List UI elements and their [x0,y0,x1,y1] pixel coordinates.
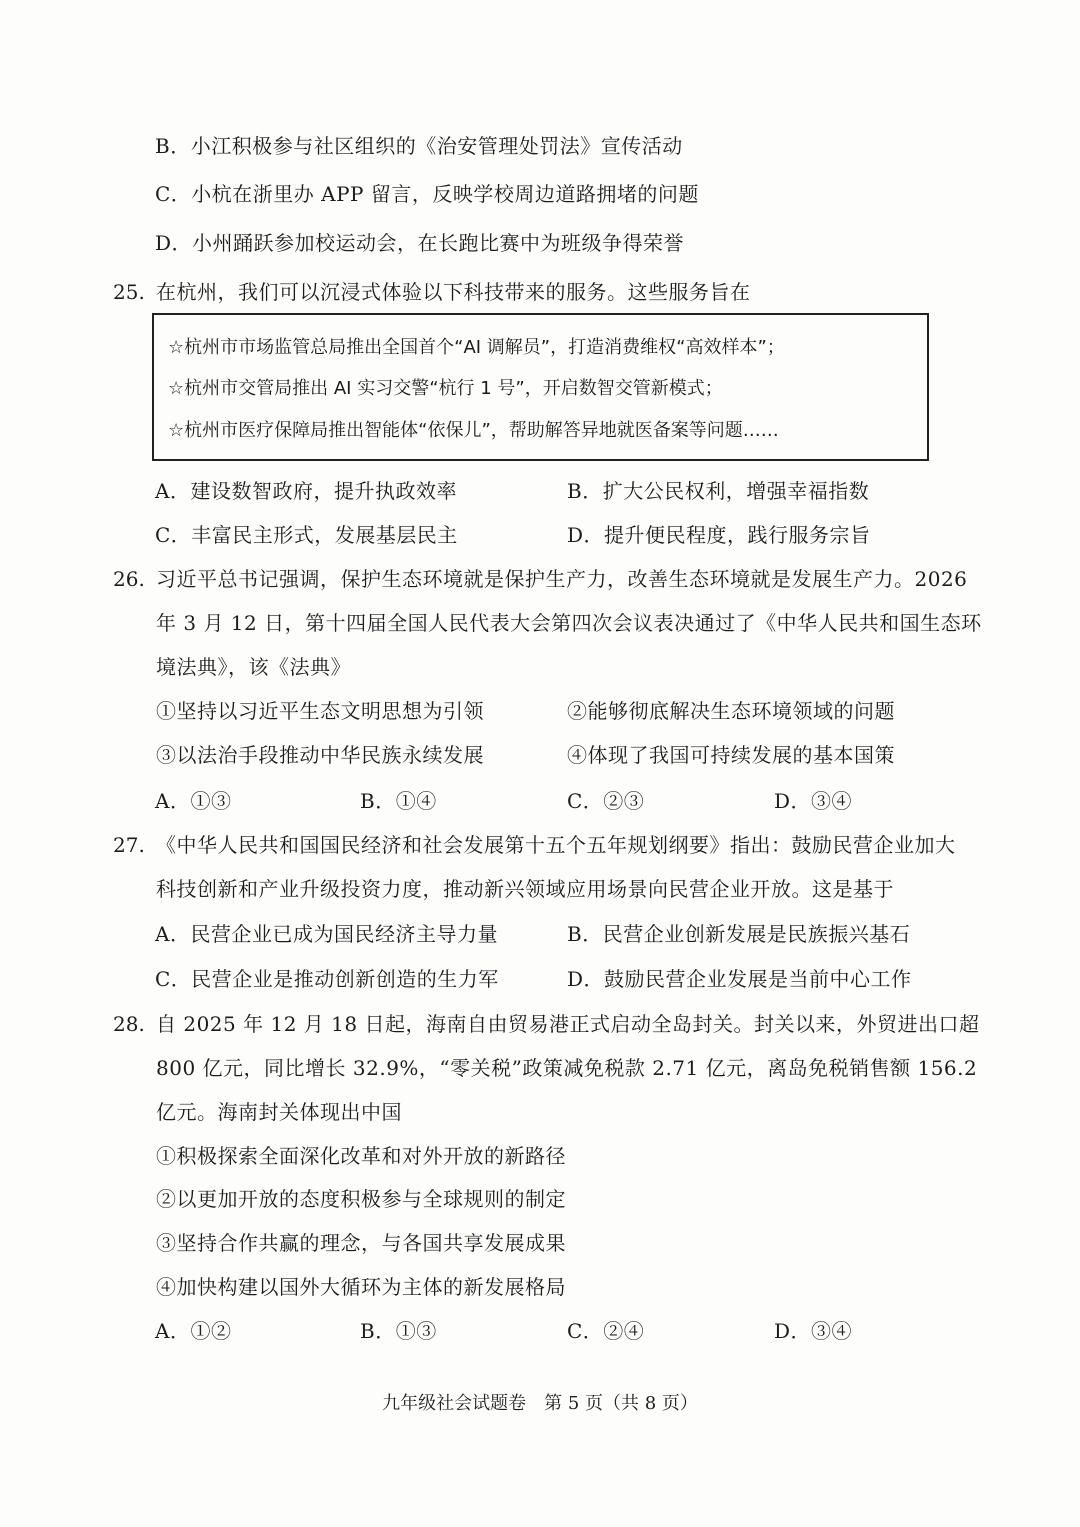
q26-number: 26. [113,567,145,591]
q26-stem-line-1: 习近平总书记强调，保护生态环境就是保护生产力，改善生态环境就是发展生产力。2026 [156,567,968,591]
q26-option-a: A．①③ [155,789,232,813]
q28-statement-4: ④加快构建以国外大循环为主体的新发展格局 [156,1275,566,1299]
q28-statement-3: ③坚持合作共赢的理念，与各国共享发展成果 [156,1231,566,1255]
q24-option-b: B．小江积极参与社区组织的《治安管理处罚法》宣传活动 [155,134,683,158]
q26-stem-line-3: 境法典》，该《法典》 [156,655,351,679]
q25-option-c: C．丰富民主形式，发展基层民主 [155,523,458,547]
q27-option-c: C．民营企业是推动创新创造的生力军 [155,967,499,991]
q26-statement-2: ②能够彻底解决生态环境领域的问题 [567,699,895,723]
q28-number: 28. [113,1012,145,1036]
q27-stem-line-1: 《中华人民共和国国民经济和社会发展第十五个五年规划纲要》指出：鼓励民营企业加大 [156,833,956,857]
q28-option-b: B．①③ [360,1319,437,1343]
q25-material-box [152,313,929,461]
q27-option-a: A．民营企业已成为国民经济主导力量 [155,922,498,946]
q27-option-d: D．鼓励民营企业发展是当前中心工作 [567,967,912,991]
q24-option-d: D．小州踊跃参加校运动会，在长跑比赛中为班级争得荣誉 [155,231,685,255]
q28-option-a: A．①② [155,1319,232,1343]
q26-stem-line-2: 年 3 月 12 日，第十四届全国人民代表大会第四次会议表决通过了《中华人民共和国生态环 [156,611,982,635]
q25-option-b: B．扩大公民权利，增强幸福指数 [567,479,870,503]
q25-option-d: D．提升便民程度，践行服务宗旨 [567,523,871,547]
q26-statement-3: ③以法治手段推动中华民族永续发展 [156,743,484,767]
q28-option-c: C．②④ [567,1319,645,1343]
q27-stem-line-2: 科技创新和产业升级投资力度，推动新兴领域应用场景向民营企业开放。这是基于 [156,877,894,901]
q25-material-line-1: ☆杭州市市场监管总局推出全国首个“AI 调解员”，打造消费维权“高效样本”； [168,337,785,358]
q28-stem-line-2: 800 亿元，同比增长 32.9%，“零关税”政策减免税款 2.71 亿元，离岛免税销售额 156.2 [156,1056,978,1080]
q25-option-a: A．建设数智政府，提升执政效率 [155,479,457,503]
q26-option-d: D．③④ [774,789,853,813]
q25-stem: 在杭州，我们可以沉浸式体验以下科技带来的服务。这些服务旨在 [156,280,751,304]
q25-material-line-3: ☆杭州市医疗保障局推出智能体“依保儿”，帮助解答异地就医备案等问题…… [168,420,779,441]
q28-stem-line-3: 亿元。海南封关体现出中国 [156,1100,402,1124]
page-footer: 九年级社会试题卷 第 5 页（共 8 页） [382,1393,698,1414]
q27-number: 27. [113,833,145,857]
q28-stem-line-1: 自 2025 年 12 月 18 日起，海南自由贸易港正式启动全岛封关。封关以来，外贸进出口超 [156,1012,980,1036]
q27-option-b: B．民营企业创新发展是民族振兴基石 [567,922,911,946]
q25-material-line-2: ☆杭州市交管局推出 AI 实习交警“杭行 1 号”，开启数智交管新模式； [168,378,723,399]
q26-statement-4: ④体现了我国可持续发展的基本国策 [567,743,895,767]
q26-option-c: C．②③ [567,789,645,813]
q24-option-c: C．小杭在浙里办 APP 留言，反映学校周边道路拥堵的问题 [155,182,699,206]
q28-statement-1: ①积极探索全面深化改革和对外开放的新路径 [156,1144,566,1168]
q28-statement-2: ②以更加开放的态度积极参与全球规则的制定 [156,1187,566,1211]
q26-option-b: B．①④ [360,789,437,813]
q28-option-d: D．③④ [774,1319,853,1343]
q25-number: 25. [113,280,145,304]
q26-statement-1: ①坚持以习近平生态文明思想为引领 [156,699,484,723]
